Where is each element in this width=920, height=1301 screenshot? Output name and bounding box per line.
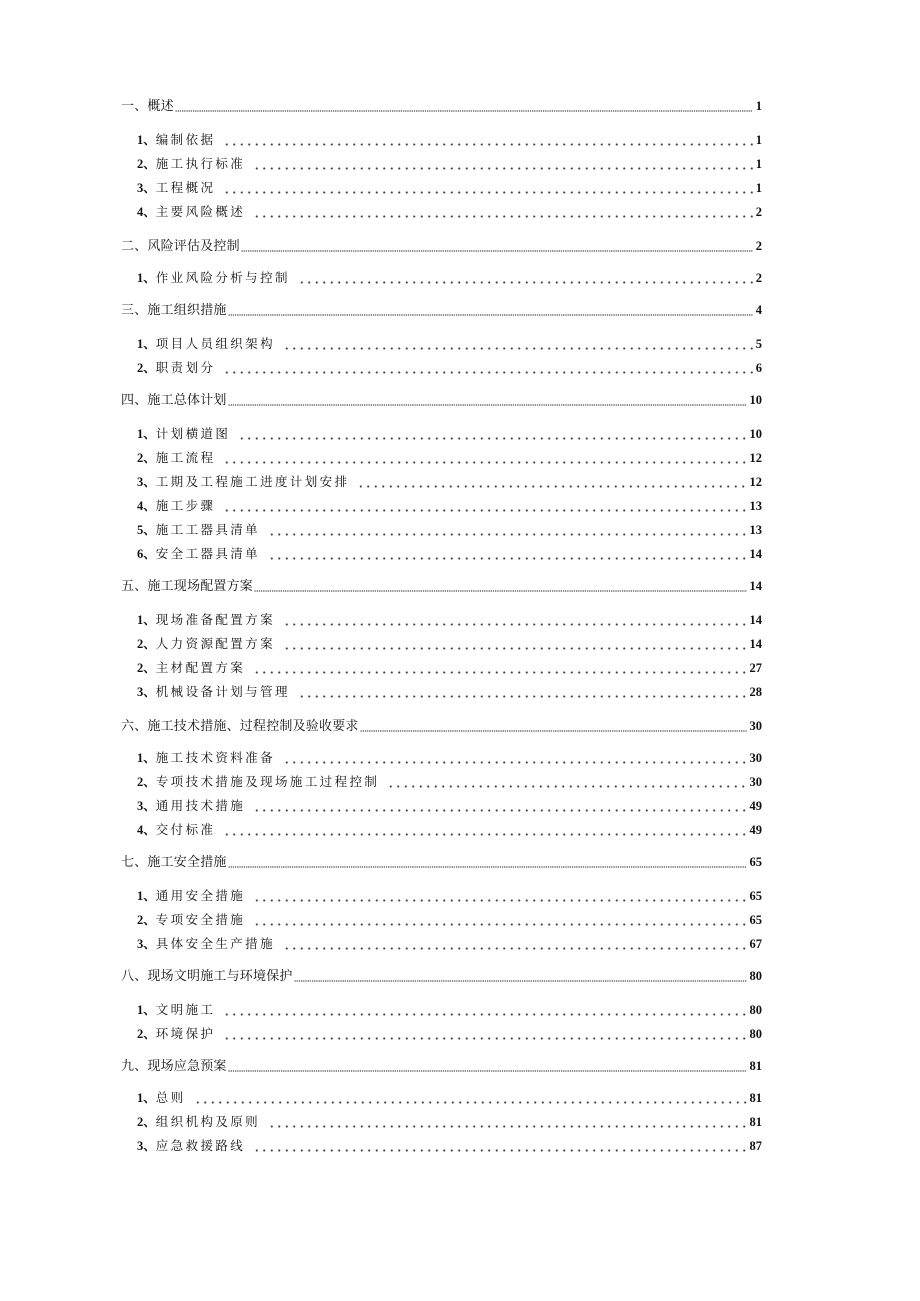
- toc-dot-leader: [221, 178, 752, 198]
- toc-section-entry[interactable]: [137, 772, 762, 792]
- toc-page-number: 81: [749, 1059, 762, 1073]
- toc-dot-leader: [281, 634, 747, 654]
- toc-entry-title: 主要风险概述: [155, 204, 246, 219]
- toc-entry-number: 2、: [137, 913, 156, 927]
- toc-page-number: 12: [749, 475, 762, 489]
- toc-entry-title: 施工技术资料准备: [155, 750, 275, 765]
- toc-section-entry[interactable]: [137, 934, 762, 954]
- toc-page-number: 27: [749, 661, 762, 675]
- toc-entry-number: 2、: [137, 1115, 156, 1129]
- toc-section-entry[interactable]: [137, 472, 762, 492]
- toc-entry-number: 1、: [137, 1003, 156, 1017]
- toc-entry-title: 通用技术措施: [155, 798, 246, 813]
- toc-dot-leader: [241, 236, 753, 256]
- toc-dot-leader: [251, 1136, 746, 1156]
- toc-page-number: 5: [755, 337, 762, 351]
- toc-chapter-entry[interactable]: [121, 96, 762, 116]
- toc-section-entry[interactable]: [137, 154, 762, 174]
- toc-dot-leader: [221, 358, 752, 378]
- toc-page-number: 81: [749, 1115, 762, 1129]
- toc-entry-number: 3、: [137, 475, 156, 489]
- toc-chapter-entry[interactable]: [121, 300, 762, 320]
- toc-dot-leader: [266, 544, 746, 564]
- toc-section-entry[interactable]: [137, 1088, 762, 1108]
- toc-entry-title: 施工步骤: [155, 498, 216, 513]
- toc-page-number: 65: [749, 889, 762, 903]
- toc-chapter-entry[interactable]: [121, 236, 762, 256]
- toc-chapter-entry[interactable]: [121, 966, 762, 986]
- toc-section-entry[interactable]: [137, 1112, 762, 1132]
- toc-page-number: 81: [749, 1091, 762, 1105]
- toc-section-entry[interactable]: [137, 634, 762, 654]
- toc-entry-title: 职责划分: [155, 360, 216, 375]
- toc-dot-leader: [251, 796, 746, 816]
- toc-entry-title: 施工工器具清单: [155, 522, 261, 537]
- toc-section-entry[interactable]: [137, 658, 762, 678]
- toc-dot-leader: [266, 1112, 746, 1132]
- toc-section-entry[interactable]: [137, 448, 762, 468]
- toc-dot-leader: [281, 934, 747, 954]
- toc-dot-leader: [228, 300, 753, 320]
- toc-entry-number: 1、: [137, 613, 156, 627]
- toc-entry-title: 人力资源配置方案: [155, 636, 275, 651]
- toc-entry-title: 施工流程: [155, 450, 216, 465]
- toc-chapter-entry[interactable]: [121, 852, 762, 872]
- toc-entry-title: 编制依据: [155, 132, 216, 147]
- toc-page-number: 80: [749, 1027, 762, 1041]
- toc-dot-leader: [251, 910, 746, 930]
- toc-section-entry[interactable]: [137, 358, 762, 378]
- toc-section-entry[interactable]: [137, 268, 762, 288]
- toc-dot-leader: [221, 820, 746, 840]
- toc-page-number: 10: [749, 427, 762, 441]
- toc-dot-leader: [175, 96, 753, 116]
- toc-dot-leader: [296, 682, 747, 702]
- toc-section-entry[interactable]: [137, 1136, 762, 1156]
- toc-entry-title: 项目人员组织架构: [155, 336, 275, 351]
- toc-entry-title: 计划横道图: [155, 426, 231, 441]
- toc-entry-number: 2、: [137, 451, 156, 465]
- toc-entry-number: 3、: [137, 937, 156, 951]
- toc-page-number: 30: [749, 775, 762, 789]
- toc-page-number: 67: [749, 937, 762, 951]
- toc-entry-title: 具体安全生产措施: [155, 936, 275, 951]
- toc-dot-leader: [385, 772, 746, 792]
- toc-page-number: 1: [755, 133, 762, 147]
- toc-dot-leader: [294, 966, 747, 986]
- toc-entry-number: 1、: [137, 337, 156, 351]
- toc-entry-title: 施工执行标准: [155, 156, 246, 171]
- toc-entry-number: 二、: [121, 239, 148, 254]
- toc-dot-leader: [251, 154, 753, 174]
- toc-entry-number: 2、: [137, 775, 156, 789]
- toc-section-entry[interactable]: [137, 748, 762, 768]
- toc-page-number: 12: [749, 451, 762, 465]
- toc-page-number: 30: [749, 751, 762, 765]
- toc-entry-number: 三、: [121, 303, 148, 318]
- toc-entry-number: 四、: [121, 393, 148, 408]
- toc-page-number: 65: [749, 855, 762, 869]
- toc-section-entry[interactable]: [137, 520, 762, 540]
- toc-section-entry[interactable]: [137, 610, 762, 630]
- toc-chapter-entry[interactable]: [121, 390, 762, 410]
- toc-page-number: 6: [755, 361, 762, 375]
- toc-section-entry[interactable]: [137, 334, 762, 354]
- toc-dot-leader: [254, 576, 746, 596]
- toc-entry-title: 安全工器具清单: [155, 546, 261, 561]
- toc-entry-title: 工程概况: [155, 180, 216, 195]
- toc-entry-number: 3、: [137, 1139, 156, 1153]
- toc-entry-number: 五、: [121, 579, 148, 594]
- toc-entry-title: 主材配置方案: [155, 660, 246, 675]
- toc-entry-number: 5、: [137, 523, 156, 537]
- toc-entry-number: 一、: [121, 99, 148, 114]
- toc-entry-number: 4、: [137, 499, 156, 513]
- toc-chapter-entry[interactable]: [121, 576, 762, 596]
- toc-entry-number: 1、: [137, 271, 156, 285]
- toc-entry-number: 2、: [137, 637, 156, 651]
- toc-section-entry[interactable]: [137, 130, 762, 150]
- toc-entry-title: 施工安全措施: [147, 855, 227, 870]
- toc-dot-leader: [221, 130, 752, 150]
- toc-page-number: 65: [749, 913, 762, 927]
- toc-entry-number: 九、: [121, 1059, 148, 1074]
- toc-dot-leader: [236, 424, 746, 444]
- toc-section-entry[interactable]: [137, 544, 762, 564]
- toc-entry-number: 1、: [137, 889, 156, 903]
- toc-dot-leader: [251, 202, 753, 222]
- toc-section-entry[interactable]: [137, 682, 762, 702]
- toc-entry-title: 专项技术措施及现场施工过程控制: [155, 774, 380, 789]
- toc-dot-leader: [228, 390, 747, 410]
- toc-entry-title: 总则: [155, 1090, 186, 1105]
- toc-entry-title: 机械设备计划与管理: [155, 684, 290, 699]
- toc-page-number: 49: [749, 799, 762, 813]
- toc-entry-number: 2、: [137, 157, 156, 171]
- toc-entry-number: 八、: [121, 969, 148, 984]
- toc-entry-number: 4、: [137, 205, 156, 219]
- toc-page-number: 13: [749, 499, 762, 513]
- toc-entry-title: 文明施工: [155, 1002, 216, 1017]
- toc-dot-leader: [221, 448, 746, 468]
- toc-entry-title: 作业风险分析与控制: [155, 270, 290, 285]
- toc-page-number: 80: [749, 969, 762, 983]
- toc-entry-number: 六、: [121, 719, 148, 734]
- toc-section-entry[interactable]: [137, 424, 762, 444]
- toc-dot-leader: [221, 1024, 746, 1044]
- toc-dot-leader: [281, 334, 753, 354]
- toc-page-number: 14: [749, 579, 762, 593]
- toc-entry-title: 交付标准: [155, 822, 216, 837]
- toc-dot-leader: [355, 472, 746, 492]
- toc-page-number: 2: [755, 239, 762, 253]
- toc-entry-number: 2、: [137, 361, 156, 375]
- toc-page-number: 4: [755, 303, 762, 317]
- toc-page-number: 14: [749, 637, 762, 651]
- toc-entry-title: 施工现场配置方案: [147, 579, 254, 594]
- toc-entry-number: 1、: [137, 751, 156, 765]
- toc-page-number: 2: [755, 205, 762, 219]
- toc-entry-title: 施工技术措施、过程控制及验收要求: [147, 719, 359, 734]
- toc-dot-leader: [221, 496, 746, 516]
- toc-dot-leader: [266, 520, 746, 540]
- toc-section-entry[interactable]: [137, 886, 762, 906]
- toc-entry-number: 2、: [137, 1027, 156, 1041]
- toc-section-entry[interactable]: [137, 496, 762, 516]
- toc-entry-number: 1、: [137, 133, 156, 147]
- toc-entry-number: 3、: [137, 685, 156, 699]
- toc-page-number: 1: [755, 181, 762, 195]
- toc-page-number: 1: [755, 157, 762, 171]
- toc-page-number: 49: [749, 823, 762, 837]
- toc-dot-leader: [228, 1056, 747, 1076]
- toc-entry-number: 1、: [137, 427, 156, 441]
- toc-chapter-entry[interactable]: [121, 1056, 762, 1076]
- toc-entry-number: 3、: [137, 799, 156, 813]
- toc-page-number: 14: [749, 547, 762, 561]
- toc-dot-leader: [281, 610, 747, 630]
- toc-page-number: 87: [749, 1139, 762, 1153]
- toc-entry-title: 专项安全措施: [155, 912, 246, 927]
- toc-entry-title: 工期及工程施工进度计划安排: [155, 474, 350, 489]
- toc-entry-title: 环境保护: [155, 1026, 216, 1041]
- toc-entry-number: 1、: [137, 1091, 156, 1105]
- toc-chapter-entry[interactable]: [121, 716, 762, 736]
- toc-entry-title: 现场应急预案: [147, 1059, 227, 1074]
- toc-entry-number: 3、: [137, 181, 156, 195]
- toc-dot-leader: [228, 852, 747, 872]
- toc-entry-title: 组织机构及原则: [155, 1114, 261, 1129]
- toc-entry-title: 概述: [147, 99, 174, 114]
- toc-section-entry[interactable]: [137, 910, 762, 930]
- toc-section-entry[interactable]: [137, 202, 762, 222]
- toc-dot-leader: [221, 1000, 746, 1020]
- toc-entry-title: 通用安全措施: [155, 888, 246, 903]
- toc-entry-title: 风险评估及控制: [147, 239, 240, 254]
- toc-section-entry[interactable]: [137, 1024, 762, 1044]
- toc-page-number: 13: [749, 523, 762, 537]
- toc-page-number: 10: [749, 393, 762, 407]
- toc-entry-title: 施工组织措施: [147, 303, 227, 318]
- toc-entry-title: 现场文明施工与环境保护: [147, 969, 293, 984]
- toc-entry-number: 6、: [137, 547, 156, 561]
- toc-page-number: 2: [755, 271, 762, 285]
- toc-section-entry[interactable]: [137, 796, 762, 816]
- toc-entry-title: 应急救援路线: [155, 1138, 246, 1153]
- toc-dot-leader: [360, 716, 747, 736]
- toc-page-number: 80: [749, 1003, 762, 1017]
- toc-dot-leader: [192, 1088, 747, 1108]
- toc-entry-number: 2、: [137, 661, 156, 675]
- toc-page-number: 28: [749, 685, 762, 699]
- toc-dot-leader: [251, 886, 746, 906]
- toc-page-number: 14: [749, 613, 762, 627]
- toc-entry-number: 4、: [137, 823, 156, 837]
- toc-entry-title: 施工总体计划: [147, 393, 227, 408]
- toc-page-number: 30: [749, 719, 762, 733]
- toc-dot-leader: [281, 748, 747, 768]
- toc-section-entry[interactable]: [137, 178, 762, 198]
- toc-dot-leader: [296, 268, 753, 288]
- toc-section-entry[interactable]: [137, 820, 762, 840]
- toc-entry-title: 现场准备配置方案: [155, 612, 275, 627]
- toc-entry-number: 七、: [121, 855, 148, 870]
- toc-page-number: 1: [755, 99, 762, 113]
- toc-dot-leader: [251, 658, 746, 678]
- toc-section-entry[interactable]: [137, 1000, 762, 1020]
